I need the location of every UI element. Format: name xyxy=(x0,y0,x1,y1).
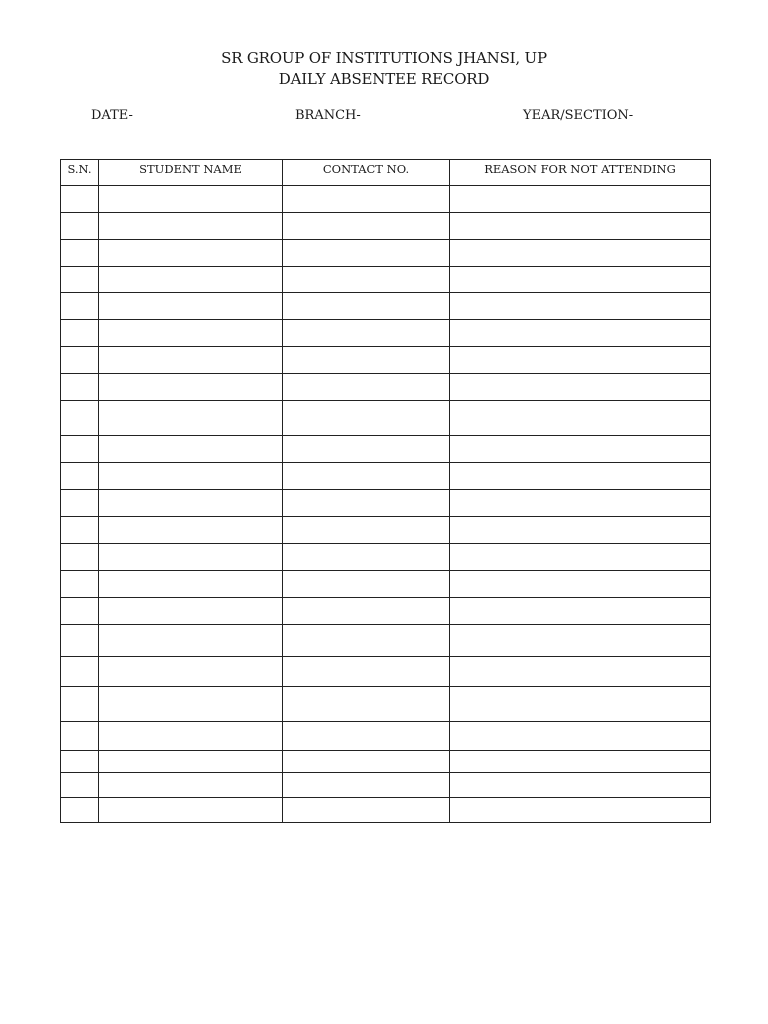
table-header-row xyxy=(61,160,711,186)
cell-sn xyxy=(61,751,99,773)
cell-reason xyxy=(450,240,711,267)
cell-student-name xyxy=(99,347,283,374)
cell-contact-no xyxy=(283,571,450,598)
table-row xyxy=(61,751,711,773)
cell-contact-no xyxy=(283,436,450,463)
table-row xyxy=(61,625,711,657)
cell-reason xyxy=(450,798,711,823)
cell-student-name xyxy=(99,436,283,463)
date-label: DATE- xyxy=(91,108,133,123)
cell-sn xyxy=(61,598,99,625)
cell-contact-no xyxy=(283,463,450,490)
cell-contact-no xyxy=(283,657,450,687)
cell-student-name xyxy=(99,463,283,490)
cell-student-name xyxy=(99,751,283,773)
cell-contact-no xyxy=(283,347,450,374)
cell-student-name xyxy=(99,625,283,657)
cell-student-name xyxy=(99,267,283,293)
cell-contact-no xyxy=(283,401,450,436)
cell-reason xyxy=(450,517,711,544)
column-header-contact-no: CONTACT NO. xyxy=(283,160,450,186)
cell-sn xyxy=(61,773,99,798)
cell-reason xyxy=(450,773,711,798)
cell-sn xyxy=(61,240,99,267)
cell-contact-no xyxy=(283,517,450,544)
cell-student-name xyxy=(99,320,283,347)
absentee-table xyxy=(60,159,711,823)
table-row xyxy=(61,798,711,823)
table-row xyxy=(61,687,711,722)
cell-reason xyxy=(450,347,711,374)
cell-sn xyxy=(61,490,99,517)
cell-reason xyxy=(450,401,711,436)
cell-reason xyxy=(450,722,711,751)
cell-sn xyxy=(61,267,99,293)
table-row xyxy=(61,240,711,267)
table-row xyxy=(61,463,711,490)
cell-contact-no xyxy=(283,240,450,267)
cell-reason xyxy=(450,571,711,598)
cell-contact-no xyxy=(283,490,450,517)
cell-sn xyxy=(61,517,99,544)
cell-student-name xyxy=(99,517,283,544)
table-row xyxy=(61,490,711,517)
cell-sn xyxy=(61,401,99,436)
cell-contact-no xyxy=(283,544,450,571)
table-row xyxy=(61,657,711,687)
cell-sn xyxy=(61,657,99,687)
table-body xyxy=(61,186,711,823)
cell-contact-no xyxy=(283,213,450,240)
cell-contact-no xyxy=(283,293,450,320)
cell-contact-no xyxy=(283,598,450,625)
cell-student-name xyxy=(99,544,283,571)
cell-contact-no xyxy=(283,751,450,773)
cell-sn xyxy=(61,186,99,213)
year-section-label: YEAR/SECTION- xyxy=(523,108,634,123)
cell-student-name xyxy=(99,401,283,436)
cell-student-name xyxy=(99,213,283,240)
cell-student-name xyxy=(99,657,283,687)
cell-reason xyxy=(450,657,711,687)
cell-contact-no xyxy=(283,773,450,798)
cell-contact-no xyxy=(283,320,450,347)
table-row xyxy=(61,722,711,751)
cell-student-name xyxy=(99,374,283,401)
table-row xyxy=(61,544,711,571)
column-header-sn: S.N. xyxy=(61,160,99,186)
cell-reason xyxy=(450,186,711,213)
cell-reason xyxy=(450,374,711,401)
cell-sn xyxy=(61,798,99,823)
institution-title: SR GROUP OF INSTITUTIONS JHANSI, UP xyxy=(221,49,547,67)
table-row xyxy=(61,598,711,625)
cell-student-name xyxy=(99,293,283,320)
cell-contact-no xyxy=(283,722,450,751)
table-row xyxy=(61,773,711,798)
cell-student-name xyxy=(99,687,283,722)
cell-student-name xyxy=(99,571,283,598)
cell-reason xyxy=(450,751,711,773)
table-row xyxy=(61,347,711,374)
cell-reason xyxy=(450,490,711,517)
cell-sn xyxy=(61,320,99,347)
table-row xyxy=(61,401,711,436)
table-row xyxy=(61,571,711,598)
cell-reason xyxy=(450,436,711,463)
cell-sn xyxy=(61,213,99,240)
cell-student-name xyxy=(99,798,283,823)
cell-sn xyxy=(61,687,99,722)
record-title: DAILY ABSENTEE RECORD xyxy=(278,70,490,88)
cell-contact-no xyxy=(283,267,450,293)
table-row xyxy=(61,213,711,240)
cell-sn xyxy=(61,463,99,490)
table-row xyxy=(61,517,711,544)
cell-sn xyxy=(61,722,99,751)
cell-student-name xyxy=(99,598,283,625)
cell-student-name xyxy=(99,240,283,267)
cell-contact-no xyxy=(283,625,450,657)
cell-sn xyxy=(61,571,99,598)
table-row xyxy=(61,267,711,293)
cell-sn xyxy=(61,374,99,401)
cell-reason xyxy=(450,293,711,320)
cell-reason xyxy=(450,463,711,490)
cell-contact-no xyxy=(283,186,450,213)
cell-contact-no xyxy=(283,374,450,401)
cell-student-name xyxy=(99,186,283,213)
column-header-student-name: STUDENT NAME xyxy=(99,160,283,186)
cell-reason xyxy=(450,598,711,625)
column-header-reason: REASON FOR NOT ATTENDING xyxy=(450,160,711,186)
table-row xyxy=(61,293,711,320)
cell-contact-no xyxy=(283,687,450,722)
cell-sn xyxy=(61,625,99,657)
cell-reason xyxy=(450,267,711,293)
cell-contact-no xyxy=(283,798,450,823)
cell-sn xyxy=(61,293,99,320)
table-row xyxy=(61,186,711,213)
cell-reason xyxy=(450,544,711,571)
cell-student-name xyxy=(99,490,283,517)
cell-reason xyxy=(450,625,711,657)
cell-student-name xyxy=(99,722,283,751)
cell-sn xyxy=(61,347,99,374)
table-row xyxy=(61,374,711,401)
cell-reason xyxy=(450,213,711,240)
cell-sn xyxy=(61,544,99,571)
cell-reason xyxy=(450,687,711,722)
cell-sn xyxy=(61,436,99,463)
branch-label: BRANCH- xyxy=(295,108,361,123)
cell-student-name xyxy=(99,773,283,798)
cell-reason xyxy=(450,320,711,347)
table-row xyxy=(61,320,711,347)
table-row xyxy=(61,436,711,463)
